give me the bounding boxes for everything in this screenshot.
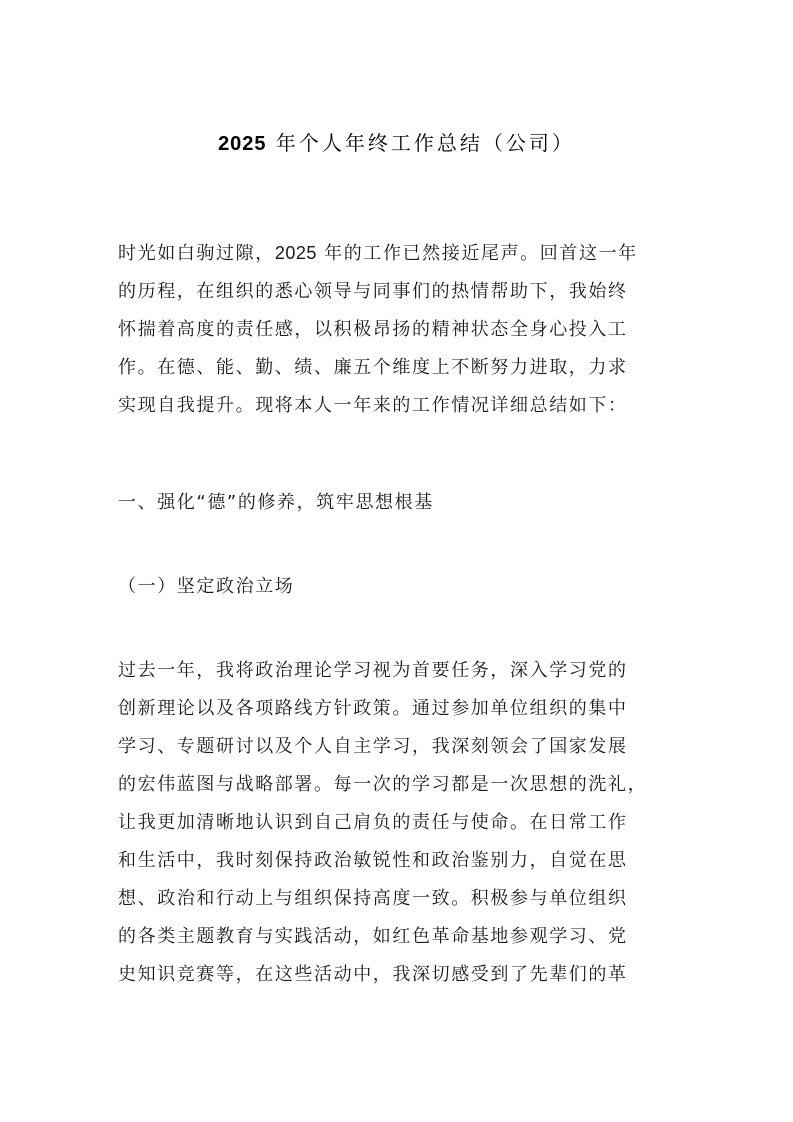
paragraph-line: 的各类主题教育与实践活动，如红色革命基地参观学习、党 [118,926,628,947]
paragraph-line: 创新理论以及各项路线方针政策。通过参加单位组织的集中 [118,698,628,719]
intro-line-4: 作。在德、能、勤、绩、廉五个维度上不断努力进取，力求 [118,357,628,378]
subsection-heading-political-stance: （一）坚定政治立场 [118,576,295,597]
intro-line-1-part-b: 年的工作已然接近尾声。回首这一年 [316,243,638,264]
title-year: 2025 [218,133,267,155]
subsection-paragraph [118,652,678,994]
intro-year: 2025 [274,243,317,263]
paragraph-line: 过去一年，我将政治理论学习视为首要任务，深入学习党的 [118,660,628,681]
paragraph-line: 让我更加清晰地认识到自己肩负的责任与使命。在日常工作 [118,812,628,833]
paragraph-line: 和生活中，我时刻保持政治敏锐性和政治鉴别力，自觉在思 [118,850,628,871]
intro-line-1 [118,234,678,273]
title-text: 年个人年终工作总结（公司） [266,131,575,155]
intro-line-3: 怀揣着高度的责任感，以积极昂扬的精神状态全身心投入工 [118,319,628,340]
intro-line-5: 实现自我提升。现将本人一年来的工作情况详细总结如下： [118,395,628,416]
section-heading-virtue: 一、强化“德”的修养，筑牢思想根基 [118,492,434,513]
intro-line-1-part-a: 时光如白驹过隙， [118,243,275,264]
paragraph-line: 想、政治和行动上与组织保持高度一致。积极参与单位组织 [118,888,628,909]
intro-line-2: 的历程，在组织的悉心领导与同事们的热情帮助下，我始终 [118,281,628,302]
document-title [0,128,793,159]
paragraph-line: 史知识竞赛等，在这些活动中，我深切感受到了先辈们的革 [118,964,628,985]
paragraph-line: 的宏伟蓝图与战略部署。每一次的学习都是一次思想的洗礼， [118,774,648,795]
paragraph-line: 学习、专题研讨以及个人自主学习，我深刻领会了国家发展 [118,736,628,757]
intro-paragraph [118,234,678,425]
